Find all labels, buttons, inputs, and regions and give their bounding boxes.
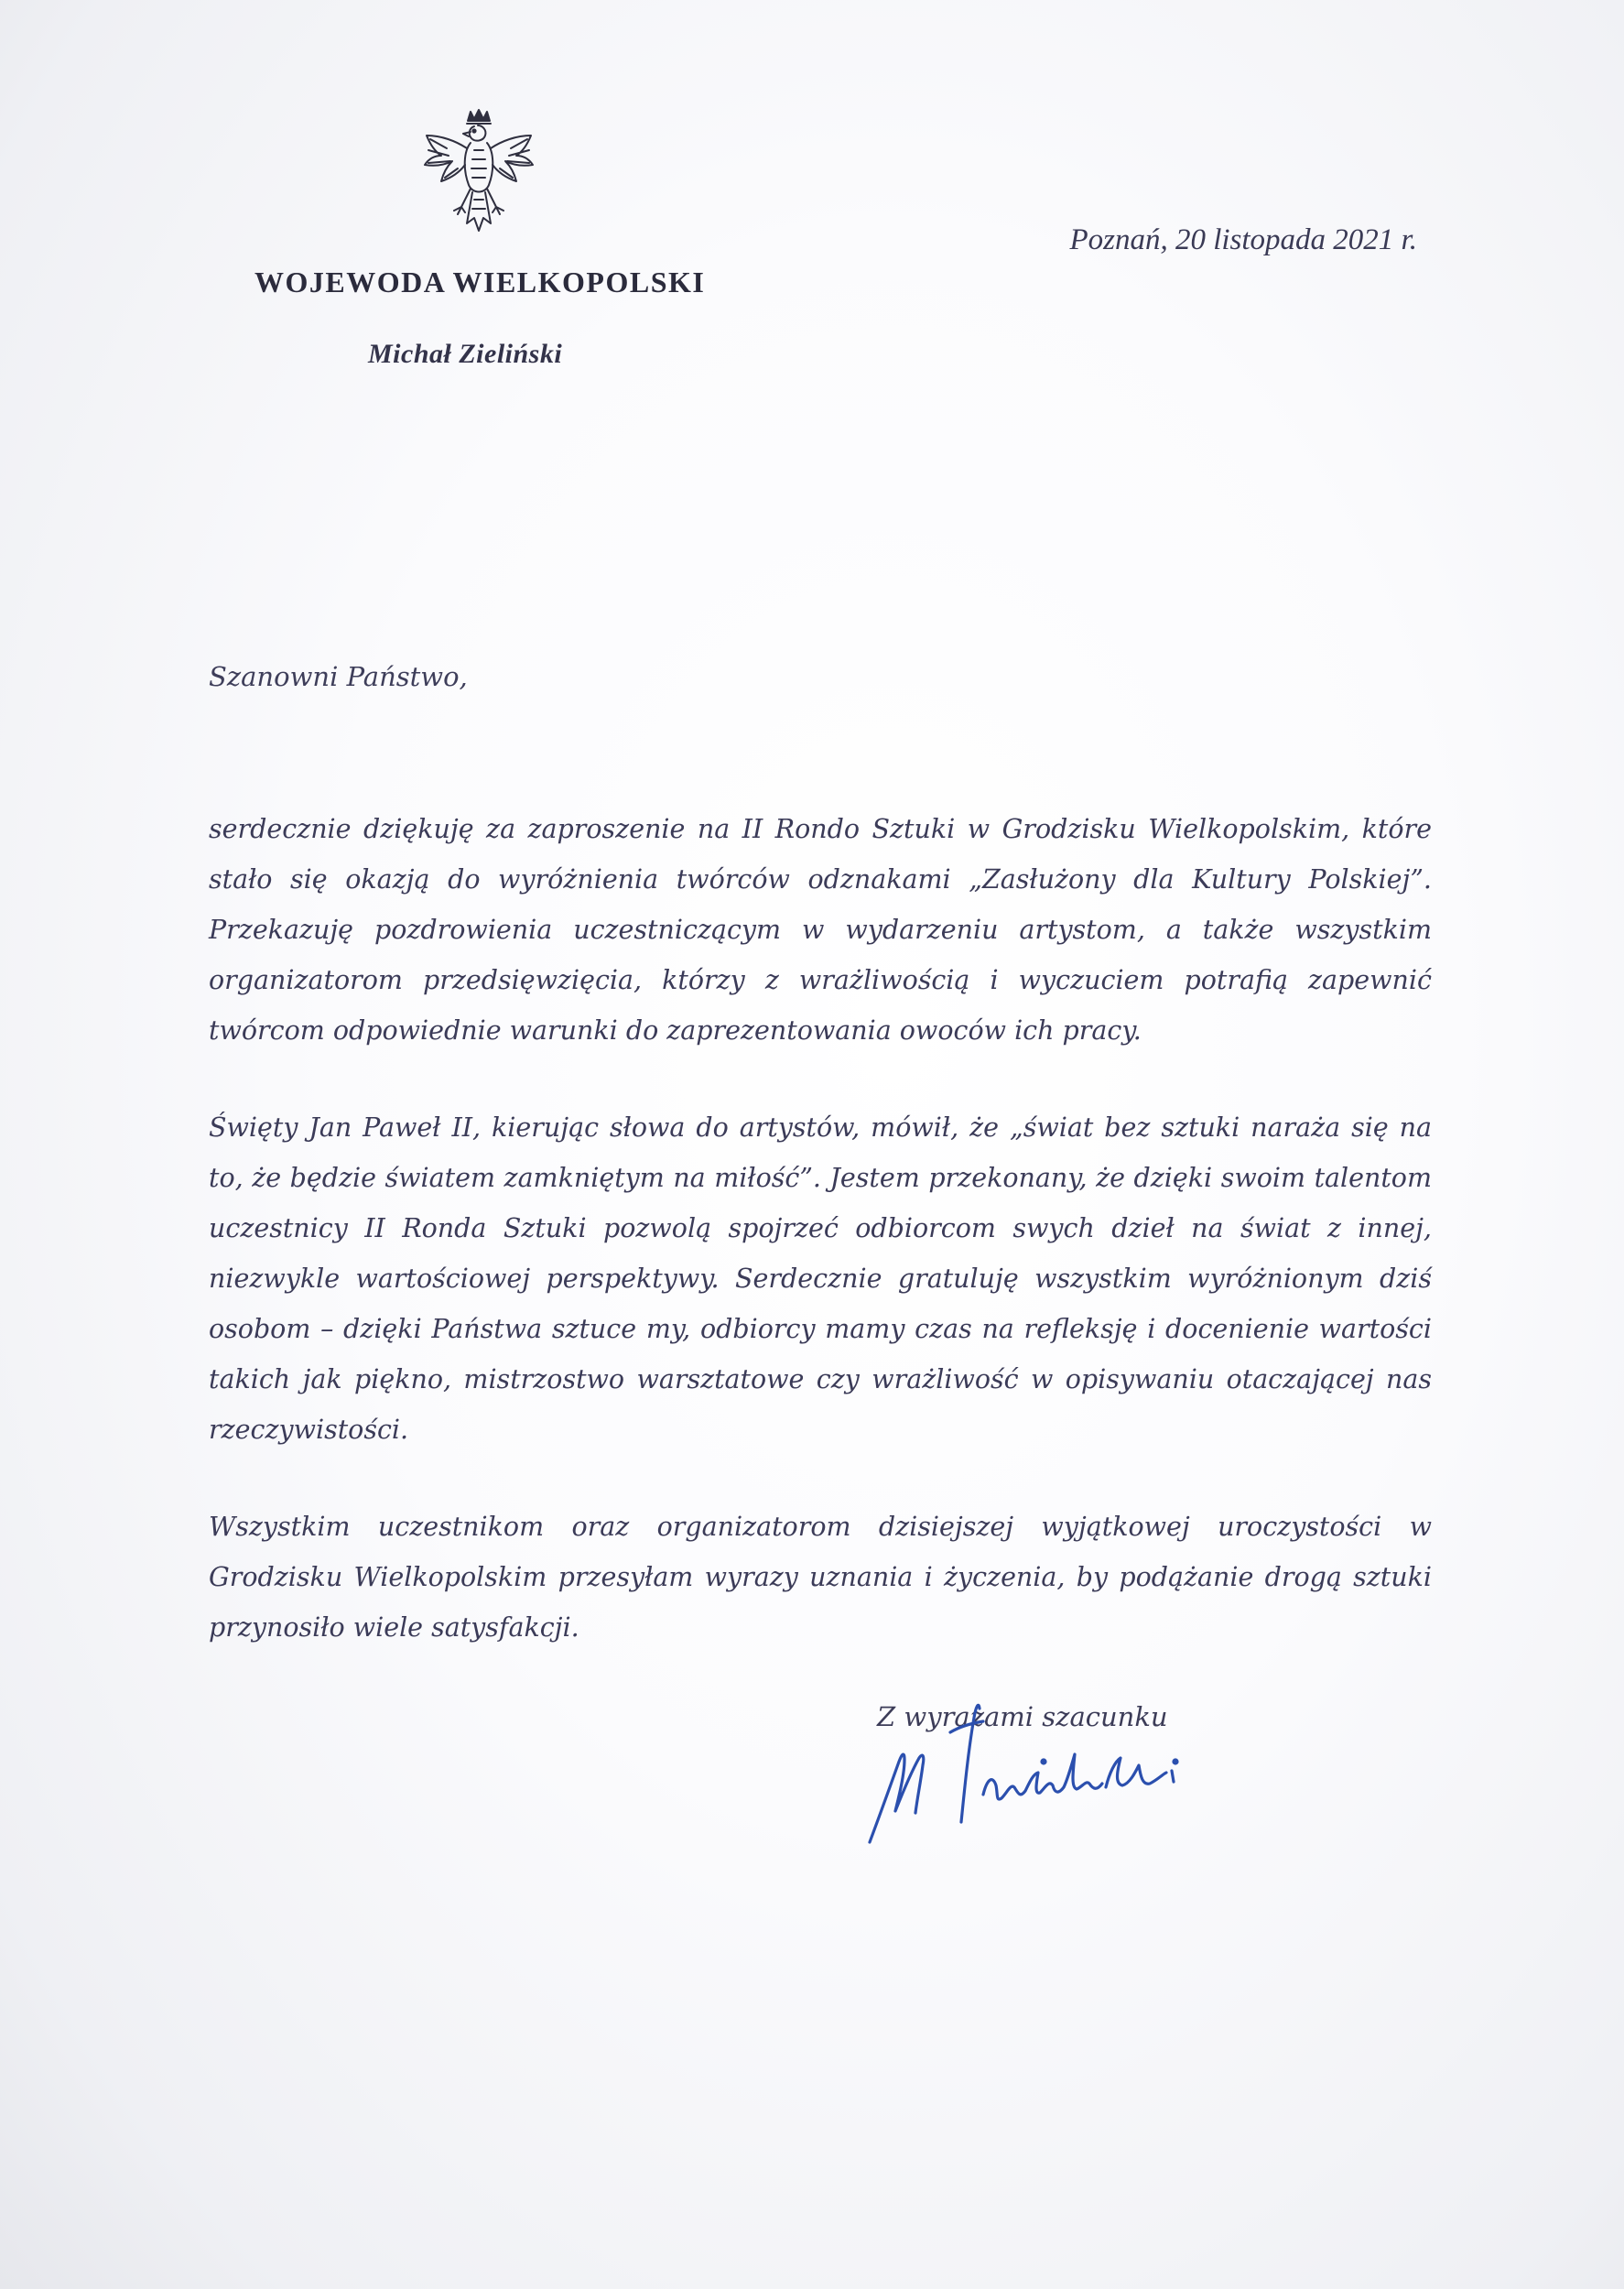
paragraph-2: Święty Jan Paweł II, kierując słowa do artystów, mówił, że „świat bez sztuki naraża się na to, że będzie światem zamkniętym na miłość”. Jestem przekonany, że dzięki swoim talentom uczestnicy II Ronda Sztuki pozwolą spojrzeć odbiorcom swych dzieł na świat z innej, niezwykle wartościowej perspektywy. Serdecznie gratuluję wszystkim wyróżnionym dziś osobom – dzięki Państwa sztuce my, odbiorcy mamy czas na refleksję i docenienie wartości takich jak piękno, mistrzostwo warsztatowe czy wrażliwość w opisywaniu otaczającej nas rzeczywistości. [209, 1112, 1432, 1445]
polish-eagle-emblem-icon [410, 108, 547, 255]
office-title: WOJEWODA WIELKOPOLSKI [254, 266, 706, 298]
handwritten-signature-icon [859, 1685, 1207, 1859]
official-name: Michał Zieliński [368, 339, 563, 369]
place-date: Poznań, 20 listopada 2021 r. [1069, 223, 1417, 256]
paragraph-1: serdecznie dziękuję za zaproszenie na II Rondo Sztuki w Grodzisku Wielkopolskim, które stało się okazją do wyróżnienia twórców odznakami „Zasłużony dla Kultury Polskiej”. Przekazuję pozdrowienia uczestniczącym w wydarzeniu artystom, a także wszystkim organizatorom przedsięwzięcia, którzy z wrażliwością i wyczuciem potrafią zapewnić twórcom odpowiednie warunki do zaprezentowania owoców ich pracy. [209, 814, 1432, 1046]
salutation: Szanowni Państwo, [209, 661, 468, 692]
letter-body [209, 804, 1432, 1699]
closing-phrase: Z wyrazami szacunku [877, 1701, 1168, 1732]
paragraph-3: Wszystkim uczestnikom oraz organizatorom dzisiejszej wyjątkowej uroczystości w Grodzisku Wielkopolskim przesyłam wyrazy uznania i życzenia, by podążanie drogą sztuki przynosiło wiele satysfakcji. [209, 1512, 1432, 1643]
